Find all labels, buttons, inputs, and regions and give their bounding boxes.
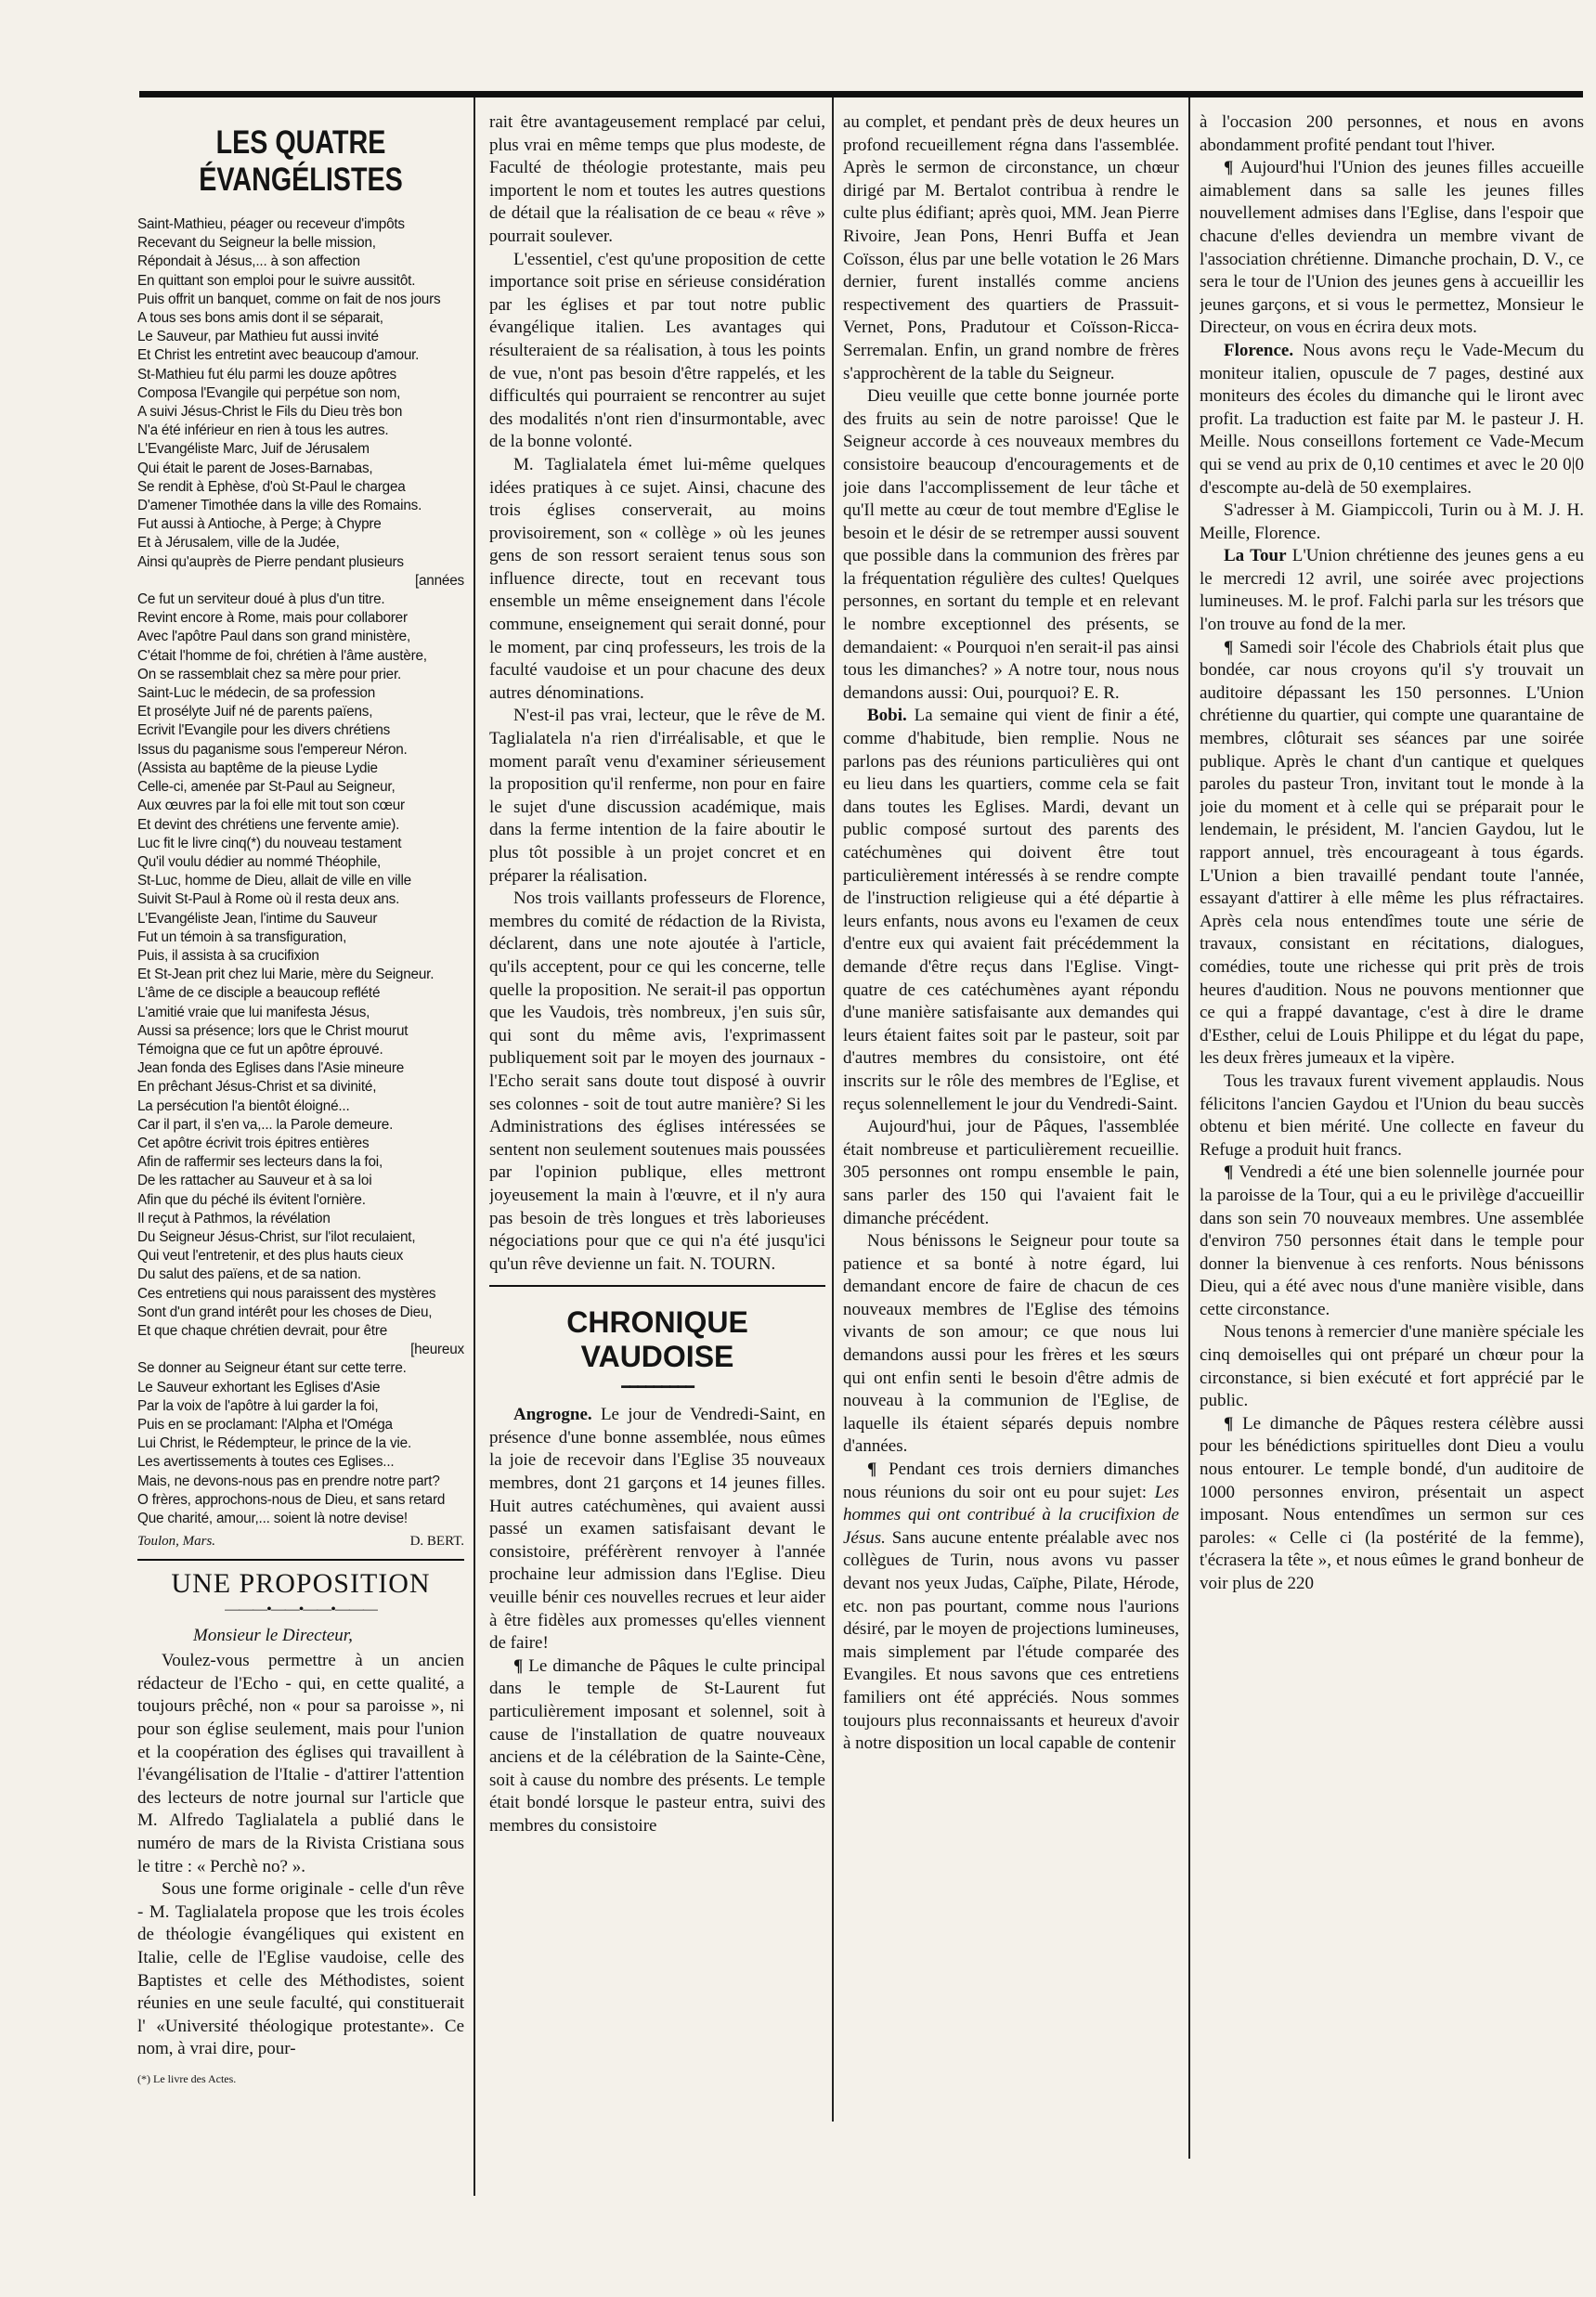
poem-line: Qu'il voulu dédier au nommé Théophile, bbox=[137, 853, 382, 870]
poem-line: C'était l'homme de foi, chrétien à l'âme austère, bbox=[137, 647, 427, 664]
proposition-text bbox=[137, 1650, 464, 2061]
paragraph-text: Le dimanche de Pâques le culte principal dans le temple de St-Laurent fut particulièrement imposant et solennel, soit à cause de l'installation de quatre nouveaux anciens et de la célébration de la Sainte-Cène, soit à cause du nombre des présents. Le temple était bondé lorsque le pasteur entra, suivi des membres du consistoire bbox=[489, 1655, 825, 1836]
paragraph: Nous bénissons le Seigneur pour toute sa patience et sa bonté à notre égard, lui demandant encore de faire de chacun de ces nouveaux membres de l'Eglise des témoins vivants de son amour; ce que nous lui demandons aussi pour les frères et les sœurs qui ont enfin senti le besoin d'être admis de nouveau à la communion de l'Eglise, de laquelle ils étaient séparés depuis nombre d'années. bbox=[843, 1231, 1179, 1457]
poem-line: Car il part, il s'en va,... la Parole demeure. bbox=[137, 1116, 394, 1133]
poem-line: Saint-Mathieu, péager ou receveur d'impôts bbox=[137, 216, 405, 232]
poem-line: Que charité, amour,... soient là notre devise! bbox=[137, 1511, 408, 1527]
paragraph-text: Nos trois vaillants professeurs de Florence, membres du comité de rédaction de la Rivista, déclarent, dans une note ajoutée à l'article, qu'ils acceptent, pour ce qui les concerne, telle quelle la proposition. Ne serait-il pas opportun que les Vaudois, très nombreux, j'en suis sûr, qui sont du même avis, l'exprimassent publiquement soit par le moyen des journaux - l'Echo serait sans doute tout disposé à ouvrir ses colonnes - soit de tout autre manière? Si les Administrations des églises intéressées se sentent non seulement soutenues mais poussées par l'opinion publique, elles mettront joyeusement la main à l'œuvre, et il n'y aura pas besoin de très longues et très laborieuses négociations pour que ce qui n'a été jusqu'ici qu'un rêve devienne un fait. bbox=[489, 889, 825, 1274]
paragraph-text: La semaine qui vient de finir a été, comme d'habitude, bien remplie. Nous ne parlons pas des réunions particulières qui ont eu lieu dans les quartiers, comme cela se fait dans toutes les Eglises. Mardi, devant un public composé surtout des parents des catéchumènes qui doivent être tout particulièrement intéressés à se rendre compte de l'instruction religieuse qui a été départie à leurs enfants, nous avons eu l'examen de ceux d'entre eux qui avaient fait précédemment la demande d'être reçus dans l'Eglise. Vingt-quatre de ces catéchumènes ayant répondu d'une manière satisfaisante aux demandes qui leurs étaient faites soit par le pasteur, soit par d'autres membres du consistoire, ont été inscrits sur le rôle des membres de l'Eglise, et reçus solennellement le jour du Vendredi-Saint. bbox=[843, 706, 1179, 1114]
paragraph-mark: ¶ bbox=[867, 1460, 877, 1480]
proposition-title: UNE PROPOSITION bbox=[171, 1568, 431, 1600]
ornament: ━━━━━━━━━ bbox=[621, 1380, 694, 1396]
poem-line: Et prosélyte Juif né de parents païens, bbox=[137, 704, 373, 720]
poem-line: Afin que du péché ils évitent l'ornière. bbox=[137, 1191, 366, 1208]
poem-line: Issus du paganisme sous l'empereur Néron. bbox=[137, 741, 408, 758]
poem-line: Témoigna que ce fut un apôtre éprouvé. bbox=[137, 1041, 383, 1058]
poem-line: Puis, il assista à sa crucifixion bbox=[137, 947, 319, 964]
poem-line: A suivi Jésus-Christ le Fils du Dieu très bon bbox=[137, 404, 403, 421]
poem-line: L'amitié vraie que lui manifesta Jésus, bbox=[137, 1004, 370, 1020]
place-label: Florence. bbox=[1224, 340, 1294, 360]
poem-line: Répondait à Jésus,... à son affection bbox=[137, 253, 360, 270]
paragraph: L'essentiel, c'est qu'une proposition de cette importance soit prise en sérieuse considération par les églises et par tout notre public évangélique italien. Les avantages qui résulteraient de sa réalisation, à tous les points de vue, n'ont pas besoin d'être rappelés, et les difficultés qui pourraient se rencontrer au sujet des modalités n'ont rien d'insurmontable, avec de la bonne volonté. bbox=[489, 249, 825, 452]
paragraph: à l'occasion 200 personnes, et nous en avons abondamment profité pendant tout l'hiver. bbox=[1200, 112, 1584, 155]
paragraph-text: L'Union chrétienne des jeunes gens a eu le mercredi 12 avril, une soirée avec projections lumineuses. M. le prof. Falchi parla sur les trésors que l'on trouve au fond de la mer. bbox=[1200, 546, 1584, 635]
poem-line: Par la voix de l'apôtre à lui garder la foi, bbox=[137, 1397, 379, 1414]
poem-line: Et devint des chrétiens une fervente amie). bbox=[137, 816, 400, 833]
chronique-continued bbox=[1200, 111, 1584, 1596]
poem-line: Revint encore à Rome, mais pour collaborer bbox=[137, 610, 408, 627]
signature-name: D. BERT. bbox=[409, 1534, 464, 1550]
poem-line: Saint-Luc le médecin, de sa profession bbox=[137, 685, 375, 702]
poem-line: Le Sauveur exhortant les Eglises d'Asie bbox=[137, 1379, 381, 1395]
poem-line: En prêchant Jésus-Christ et sa divinité, bbox=[137, 1079, 377, 1096]
paragraph bbox=[1200, 637, 1584, 1071]
poem-line: N'a été inférieur en rien à tous les autres. bbox=[137, 422, 389, 439]
poem-line: St-Luc, homme de Dieu, allait de ville en ville bbox=[137, 873, 411, 889]
paragraph: Voulez-vous permettre à un ancien rédacteur de l'Echo - qui, en cette qualité, a toujours prêché, non « pour sa paroisse », ni pour son église seulement, mais pour l'union et la coopération des églises qui travaillent à l'évangélisation de l'Italie - d'attirer l'attention des lecteurs de notre journal sur l'article que M. Alfredo Taglialatela a publié dans le numéro de mars de la Rivista Cristiana sous le titre : « Perchè no? ». bbox=[137, 1651, 464, 1876]
poem-line: Jean fonda des Eglises dans l'Asie mineure bbox=[137, 1060, 405, 1077]
poem-line: Du salut des païens, et de sa nation. bbox=[137, 1266, 361, 1283]
poem-line: Afin de raffermir ses lecteurs dans la foi, bbox=[137, 1154, 383, 1171]
paragraph bbox=[1200, 545, 1584, 636]
poem-line: En quittant son emploi pour le suivre aussitôt. bbox=[137, 272, 416, 289]
paragraph bbox=[489, 1404, 825, 1655]
article-signature: N. TOURN. bbox=[689, 1253, 776, 1274]
poem-line: Cet apôtre écrivit trois épitres entières bbox=[137, 1135, 370, 1151]
place-label: La Tour bbox=[1224, 546, 1287, 566]
poem-line: Et St-Jean prit chez lui Marie, mère du Seigneur. bbox=[137, 967, 435, 983]
poem-line: [heureux bbox=[410, 1342, 464, 1358]
column-divider bbox=[1188, 97, 1190, 2159]
poem-line: Qui était le parent de Joses-Barnabas, bbox=[137, 460, 373, 476]
poem-title: LES QUATRE ÉVANGÉLISTES bbox=[199, 124, 403, 198]
poem-line: [années bbox=[414, 572, 464, 589]
paragraph-text: Nous avons reçu le Vade-Mecum du moniteur italien, opuscule de 7 pages, destiné aux moniteurs des écoles du dimanche qui le liront avec profit. La traduction est faite par M. le pasteur J. H. Meille. Nous conseillons fortement ce Vade-Mecum qui se vend au prix de 0,10 centimes et avec le 20 0|0 d'escompte au-delà de 50 exemplaires. bbox=[1200, 340, 1584, 498]
paragraph: Tous les travaux furent vivement applaudis. Nous félicitons l'ancien Gaydou et l'Union du beau succès obtenu et bien mérité. Une collecte en faveur du Refuge a produit huit francs. bbox=[1200, 1071, 1584, 1160]
paragraph-mark: ¶ bbox=[1224, 158, 1234, 178]
paragraph-text: Le dimanche de Pâques restera célèbre aussi pour les bénédictions spirituelles dont Dieu a voulu nous entourer. Le temple bondé, d'un auditoire de 1000 personnes environ, présentait un aspect imposant. Nous entendîmes un sermon sur ces paroles: « Celle ci (la postérité de la femme), t'écrasera la tête », et nous eûmes le grand bonheur de voir plus de 220 bbox=[1200, 1413, 1584, 1593]
paragraph: S'adresser à M. Giampiccoli, Turin ou à M. J. H. Meille, Florence. bbox=[1200, 500, 1584, 543]
signature-place: Toulon, Mars. bbox=[137, 1534, 216, 1550]
paragraph: au complet, et pendant près de deux heures un profond recueillement régna dans l'assemblée. Après le sermon de circonstance, un chœur dirigé par M. Bertalot contribua à rendre le culte plus édifiant; après quoi, MM. Jean Pierre Rivoire, Jean Pons, Henri Buffa et Jean Coïsson, élus par une belle votation le 26 Mars dernier, furent installés comme anciens respectivement des quartiers de Prassuit-Vernet, Pons, Pradutour et Coïsson-Ricca-Serremalan. Enfin, un grand nombre de frères s'approchèrent de la table du Seigneur. bbox=[843, 112, 1179, 383]
ornament: ———•——•——•——— bbox=[225, 1602, 377, 1618]
poem-line: Le Sauveur, par Mathieu fut aussi invité bbox=[137, 329, 379, 345]
poem-line: Se rendit à Ephèse, d'où St-Paul le chargea bbox=[137, 478, 406, 495]
salutation: Monsieur le Directeur, bbox=[193, 1626, 353, 1646]
poem-line: L'âme de ce disciple a beaucoup reflété bbox=[137, 985, 381, 1002]
paragraph bbox=[1200, 1161, 1584, 1321]
paragraph bbox=[1200, 1413, 1584, 1596]
poem-line: Ainsi qu'auprès de Pierre pendant plusieurs bbox=[137, 553, 404, 570]
poem-line: Recevant du Seigneur la belle mission, bbox=[137, 235, 376, 252]
poem-line: Fut aussi à Antioche, à Perge; à Chypre bbox=[137, 516, 382, 533]
poem-line: La persécution l'a bientôt éloigné... bbox=[137, 1097, 350, 1114]
poem-line: A tous ses bons amis dont il se séparait, bbox=[137, 310, 383, 327]
place-label: Angrogne. bbox=[513, 1405, 592, 1425]
poem-line: Et à Jérusalem, ville de la Judée, bbox=[137, 535, 340, 552]
paragraph bbox=[843, 385, 1179, 705]
poem-line: Aux œuvres par la foi elle mit tout son cœur bbox=[137, 798, 405, 814]
poem-line: Les avertissements à toutes ces Eglises... bbox=[137, 1454, 395, 1471]
poem-line: Fut un témoin à sa transfiguration, bbox=[137, 928, 347, 945]
poem-line: Qui veut l'entretenir, et des plus hauts cieux bbox=[137, 1248, 404, 1265]
poem-line: Sont d'un grand intérêt pour les choses de Dieu, bbox=[137, 1304, 433, 1320]
poem-line: Aussi sa présence; lors que le Christ mourut bbox=[137, 1022, 409, 1039]
paragraph: M. Taglialatela émet lui-même quelques idées pratiques à ce sujet. Ainsi, chacune des trois églises conserverait, au moins provisoirement, son « collège » où les jeunes gens de son ressort seraient tenus sous son influence directe, tout en recevant tous ensemble un même enseignement dans l'école commune, enseignement qui serait donné, pour le moment, par cinq professeurs, les trois de la faculté vaudoise et un pour chacune des deux autres dénominations. bbox=[489, 454, 825, 703]
paragraph bbox=[843, 705, 1179, 1116]
column-1 bbox=[137, 111, 464, 2210]
place-label: Bobi. bbox=[867, 706, 907, 726]
paragraph bbox=[843, 1459, 1179, 1756]
poem-line: Et que chaque chrétien devrait, pour être bbox=[137, 1322, 388, 1339]
paragraph-mark: ¶ bbox=[1224, 1162, 1234, 1183]
paragraph-text: Aujourd'hui l'Union des jeunes filles accueille aimablement dans sa salle les jeunes filles nouvellement admises dans l'Eglise, dans l'espoir que chacune d'elles deviendra un membre vivant de l'association chrétienne. Dimanche prochain, D. V., ce sera le tour de l'Union des jeunes gens à accueillir les jeunes garçons, et si vous le permettez, Monsieur le Directeur, on vous en écrira deux mots. bbox=[1200, 158, 1584, 338]
paragraph: Aujourd'hui, jour de Pâques, l'assemblée était nombreuse et particulièrement recueillie. 305 personnes ont rompu ensemble le pain, sans parler des 150 qui l'avaient fait le dimanche précédent. bbox=[843, 1117, 1179, 1228]
column-4 bbox=[1200, 111, 1584, 2247]
poem-line: Mais, ne devons-nous pas en prendre notre part? bbox=[137, 1473, 440, 1489]
poem-line: Il reçut à Pathmos, la révélation bbox=[137, 1210, 331, 1226]
paragraph: N'est-il pas vrai, lecteur, que le rêve de M. Taglialatela n'a rien d'irréalisable, et que le moment paraît venu d'examiner sérieusement la proposition qu'il renferme, non pour en faire le sujet d'une discussion académique, mais dans la ferme intention de la faire aboutir le plus tôt possible à un projet concret et en préparer la réalisation. bbox=[489, 706, 825, 886]
poem-line: Suivit St-Paul à Rome où il resta deux ans. bbox=[137, 891, 400, 908]
column-divider bbox=[832, 97, 834, 2122]
poem-line: Celle-ci, amenée par St-Paul au Seigneur, bbox=[137, 779, 396, 796]
poem-line: Ce fut un serviteur doué à plus d'un titre. bbox=[137, 591, 385, 608]
top-rule bbox=[139, 91, 1583, 97]
paragraph-mark: ¶ bbox=[1224, 637, 1234, 657]
paragraph: Sous une forme originale - celle d'un rêve - M. Taglialatela propose que les trois écoles de théologie évangéliques qui existent en Italie, celle de l'Eglise vaudoise, celle des Baptistes et celle des Méthodistes, soient réunies en une seule faculté, qui constituerait l' «Université théologique protestante». Ce nom, à vrai dire, pour- bbox=[137, 1879, 464, 2059]
article-signature: E. R. bbox=[1083, 682, 1120, 703]
paragraph-text: Vendredi a été une bien solennelle journée pour la paroisse de la Tour, qui a eu le privilège d'accueillir dans son sein 70 nouveaux membres. Une assemblée d'environ 750 personnes était dans le temple pour donner la bienvenue à ces renforts. Nous bénissons Dieu, qui a été avec nous d'une manière visible, dans cette circonstance. bbox=[1200, 1162, 1584, 1319]
column-3 bbox=[843, 111, 1179, 2247]
paragraph-text: Sans aucune entente préalable avec nos collègues de Turin, nous avons vu passer devant nos yeux Judas, Caïphe, Pilate, Hérode, etc. non pas pourtant, comme nous l'aurions désiré, par le moyen de projections lumineuses, mais simplement par l'étude comparée des Evangiles. Et nous savons que ces entretiens familiers ont été appréciés. Nous sommes toujours plus reconnaissants et heureux d'avoir à notre disposition un local capable de contenir bbox=[843, 1527, 1179, 1754]
poem-line: Luc fit le livre cinq(*) du nouveau testament bbox=[137, 835, 402, 851]
poem-line: Avec l'apôtre Paul dans son grand ministère, bbox=[137, 629, 411, 645]
paragraph-text: Dieu veuille que cette bonne journée porte des fruits au sein de notre paroisse! Que le Seigneur accorde à ces nouveaux membres du consistoire beaucoup d'encouragements et de joie dans l'accomplissement de leur tâche et qu'Il mette au cœur de tout membre d'Eglise le besoin et le désir de se retremper aussi souvent que possible dans la communion des frères par la fréquentation régulière des cultes! Quelques personnes, en sortant du temple et en relevant le nombre exceptionnel des présents, se demandaient: « Pourquoi n'en serait-il pas ainsi tous les dimanches? » A notre tour, nous nous demandons aussi: Oui, pourquoi? bbox=[843, 386, 1179, 703]
poem-line: Puis en se proclamant: l'Alpha et l'Oméga bbox=[137, 1417, 393, 1433]
paragraph-text: Le jour de Vendredi-Saint, en présence d'une bonne assemblée, nous eûmes la joie de recevoir dans l'Eglise 35 nouveaux membres, dont 21 garçons et 14 jeunes filles. Huit autres catéchumènes, qui avaient aussi passé un examen satisfaisant devant le consistoire, préférèrent renvoyer à l'année prochaine leur admission dans l'Eglise. Dieu veuille bénir ces nouvelles recrues et leur aider à être fidèles aux promesses qu'elles viennent de faire! bbox=[489, 1405, 825, 1654]
poem-line: (Assista au baptême de la pieuse Lydie bbox=[137, 759, 378, 776]
paragraph bbox=[489, 888, 825, 1276]
poem-line: Et Christ les entretint avec beaucoup d'amour. bbox=[137, 347, 420, 364]
column-2 bbox=[489, 111, 825, 2247]
proposition-continued bbox=[489, 111, 825, 1276]
poem-line: Du Seigneur Jésus-Christ, sur l'ilot reculaient, bbox=[137, 1228, 416, 1245]
paragraph: Nous tenons à remercier d'une manière spéciale les cinq demoiselles qui ont préparé un chœur pour la circonstance, si bien exécuté et fort apprécié par le public. bbox=[1200, 1322, 1584, 1411]
paragraph-mark: ¶ bbox=[1224, 1413, 1234, 1434]
chronique-title: CHRONIQUE VAUDOISE bbox=[566, 1305, 748, 1374]
poem-line: D'amener Timothée dans la ville des Romains. bbox=[137, 498, 422, 514]
paragraph-text: Samedi soir l'école des Chabriols était plus que bondée, car nous croyons qu'il s'y trouvait un auditoire dépassant les 150 personnes. L'Union chrétienne du quartier, qui compte une quarantaine de membres, clôturait ses séances par une soirée publique. Après le chant d'un cantique et quelques paroles du pasteur Tron, invitant tout le monde à la joie du moment et à celle qui se préparait pour le lendemain, le président, M. l'ancien Gaydou, lut le rapport annuel, très encourageant à tous égards. L'Union a bien travaillé pendant toute l'année, essayant d'attirer à elle même les plus réfractaires. Après cela nous entendîmes toute une série de travaux, consistant en récitations, dialogues, comédies, toute une richesse qui prit près de trois heures d'audition. Nous ne pouvons mentionner que ce qui a frappé davantage, c'est à dire le drame d'Esther, celui de Louis Philippe et du légat du pape, les deux frères jumeaux et la vipère. bbox=[1200, 637, 1584, 1069]
poem-line: O frères, approchons-nous de Dieu, et sans retard bbox=[137, 1491, 446, 1508]
poem bbox=[137, 215, 464, 1528]
paragraph-italic: Les hommes qui ont contribué à la crucifixion de Jésus. bbox=[843, 1482, 1179, 1548]
paragraph: rait être avantageusement remplacé par celui, plus vrai en même temps que plus modeste, de Faculté de théologie protestante, mais peu importent le nom et toutes les autres questions de détail que la réalisation de ce beau « rêve » pourrait soulever. bbox=[489, 112, 825, 246]
paragraph bbox=[1200, 157, 1584, 340]
poem-line: Lui Christ, le Rédempteur, le prince de la vie. bbox=[137, 1435, 411, 1452]
poem-line: L'Evangéliste Marc, Juif de Jérusalem bbox=[137, 441, 370, 458]
poem-line: De les rattacher au Sauveur et à sa loi bbox=[137, 1173, 372, 1189]
paragraph bbox=[1200, 340, 1584, 500]
poem-line: On se rassemblait chez sa mère pour prier. bbox=[137, 666, 402, 682]
poem-line: Composa l'Evangile qui perpétue son nom, bbox=[137, 384, 401, 401]
chronique-continued bbox=[843, 111, 1179, 1756]
poem-line: Ces entretiens qui nous paraissent des mystères bbox=[137, 1285, 436, 1302]
poem-line: Puis offrit un banquet, comme on fait de nos jours bbox=[137, 291, 441, 307]
poem-line: Ecrivit l'Evangile pour les divers chrétiens bbox=[137, 722, 391, 739]
section-rule bbox=[489, 1285, 825, 1287]
paragraph bbox=[489, 1655, 825, 1838]
footnote: (*) Le livre des Actes. bbox=[137, 2071, 237, 2085]
column-divider bbox=[474, 97, 475, 2196]
chronique-text bbox=[489, 1404, 825, 1837]
poem-line: L'Evangéliste Jean, l'intime du Sauveur bbox=[137, 910, 378, 927]
paragraph-text: Pendant ces trois derniers dimanches nous réunions du soir ont eu pour sujet: bbox=[843, 1460, 1179, 1502]
section-rule bbox=[137, 1559, 464, 1561]
paragraph-mark: ¶ bbox=[513, 1655, 524, 1676]
poem-line: St-Mathieu fut élu parmi les douze apôtres bbox=[137, 366, 396, 383]
poem-signature bbox=[137, 1534, 464, 1550]
poem-line: Se donner au Seigneur étant sur cette terre. bbox=[137, 1360, 407, 1377]
